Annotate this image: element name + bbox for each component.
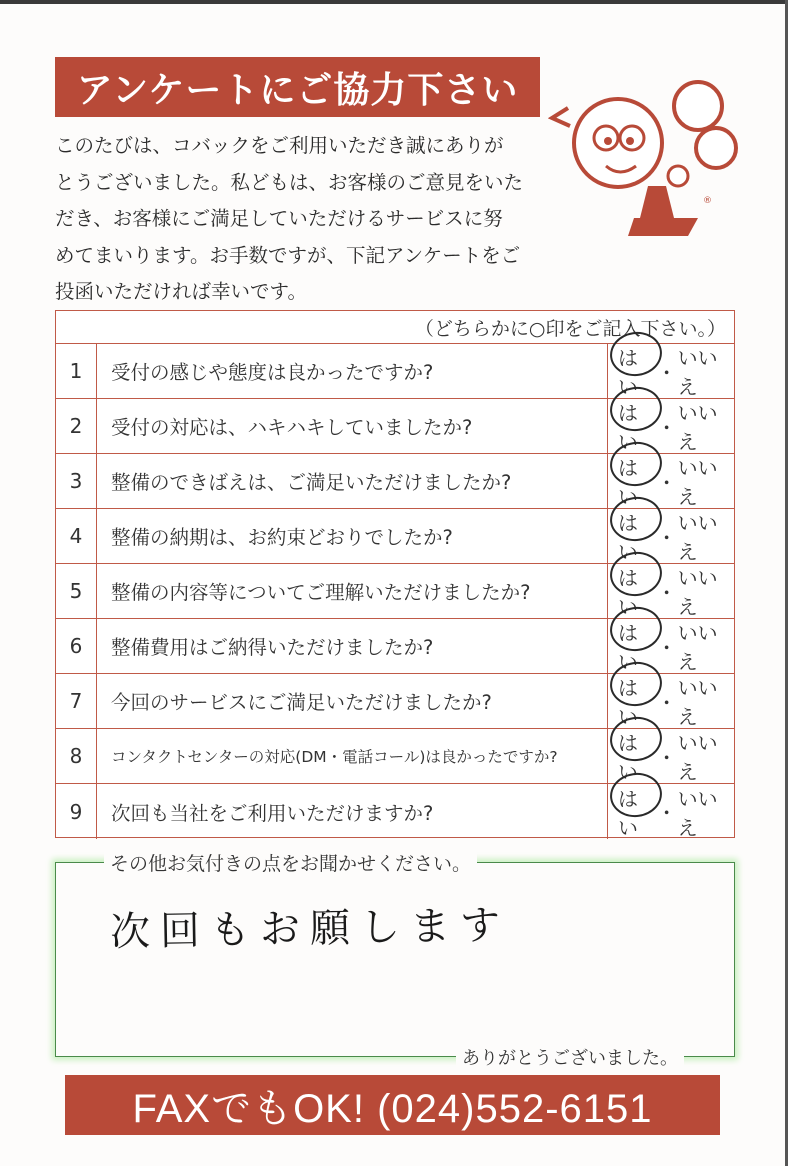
- survey-title: アンケートにご協力下さい: [55, 57, 540, 117]
- answer-separator: ・: [656, 360, 677, 385]
- answer-no[interactable]: いいえ: [677, 676, 718, 729]
- comment-box[interactable]: [55, 853, 735, 1069]
- answer-separator: ・: [656, 580, 677, 605]
- question-number: 1: [56, 344, 97, 398]
- answer-yes[interactable]: はい: [618, 452, 656, 510]
- fax-banner: FAXでもOK! (024)552-6151: [65, 1075, 720, 1135]
- question-number: 2: [56, 399, 97, 453]
- answer-yes[interactable]: はい: [618, 727, 656, 785]
- intro-line: とうございました。私どもは、お客様のご意見をいた: [55, 170, 524, 194]
- question-number: 8: [56, 729, 97, 783]
- survey-table: [55, 310, 735, 838]
- question-text: コンタクトセンターの対応(DM・電話コール)は良かったですか?: [111, 748, 558, 766]
- question-number: 9: [56, 784, 97, 839]
- question-number: 5: [56, 564, 97, 618]
- answer-yes[interactable]: はい: [618, 617, 656, 675]
- answer-no[interactable]: いいえ: [677, 786, 718, 840]
- answer-yes[interactable]: はい: [618, 397, 656, 455]
- survey-instruction: （どちらかに○印をご記入下さい。）: [56, 311, 734, 344]
- answer-separator: ・: [656, 635, 677, 660]
- question-text: 次回も当社をご利用いただけますか?: [111, 801, 434, 825]
- question-number: 3: [56, 454, 97, 508]
- answer-no[interactable]: いいえ: [677, 346, 718, 399]
- answer-cell: [607, 784, 734, 839]
- answer-separator: ・: [656, 745, 677, 770]
- intro-text: [55, 128, 555, 311]
- intro-line: 投函いただければ幸いです。: [55, 280, 307, 303]
- comment-label: その他お気付きの点をお聞かせください。: [104, 849, 477, 876]
- answer-yes[interactable]: はい: [618, 507, 656, 565]
- mascot-illustration: [548, 68, 738, 248]
- answer-separator: ・: [656, 525, 677, 550]
- answer-no[interactable]: いいえ: [677, 621, 718, 674]
- question-text: 今回のサービスにご満足いただけましたか?: [111, 691, 492, 714]
- answer-separator: ・: [656, 801, 677, 825]
- answer-yes[interactable]: はい: [618, 672, 656, 730]
- answer-separator: ・: [656, 470, 677, 495]
- answer-yes[interactable]: はい: [618, 342, 656, 400]
- question-text: 整備の内容等についてご理解いただけましたか?: [111, 581, 531, 604]
- registered-mark: ®: [703, 196, 712, 206]
- answer-no[interactable]: いいえ: [677, 456, 718, 509]
- answer-no[interactable]: いいえ: [677, 566, 718, 619]
- question-text: 整備のできばえは、ご満足いただけましたか?: [111, 471, 512, 494]
- answer-yes[interactable]: はい: [618, 783, 656, 841]
- top-border: [0, 0, 788, 4]
- answer-yes[interactable]: はい: [618, 562, 656, 620]
- question-number: 7: [56, 674, 97, 728]
- intro-line: だき、お客様にご満足していただけるサービスに努: [55, 207, 503, 230]
- answer-no[interactable]: いいえ: [677, 731, 718, 784]
- handwritten-comment: 次回もお願します: [109, 902, 511, 956]
- question-row: [56, 784, 734, 839]
- answer-no[interactable]: いいえ: [677, 511, 718, 564]
- question-text: 受付の感じや態度は良かったですか?: [111, 361, 434, 384]
- answer-separator: ・: [656, 690, 677, 715]
- intro-line: このたびは、コバックをご利用いただき誠にありが: [55, 134, 504, 157]
- question-text: 受付の対応は、ハキハキしていましたか?: [111, 416, 473, 439]
- question-number: 6: [56, 619, 97, 673]
- question-text: 整備の納期は、お約束どおりでしたか?: [111, 526, 453, 549]
- answer-no[interactable]: いいえ: [677, 401, 718, 454]
- question-number: 4: [56, 509, 97, 563]
- question-text: 整備費用はご納得いただけましたか?: [111, 636, 434, 659]
- intro-line: めてまいります。お手数ですが、下記アンケートをご: [55, 243, 521, 267]
- thanks-text: ありがとうございました。: [456, 1044, 684, 1070]
- answer-separator: ・: [656, 415, 677, 440]
